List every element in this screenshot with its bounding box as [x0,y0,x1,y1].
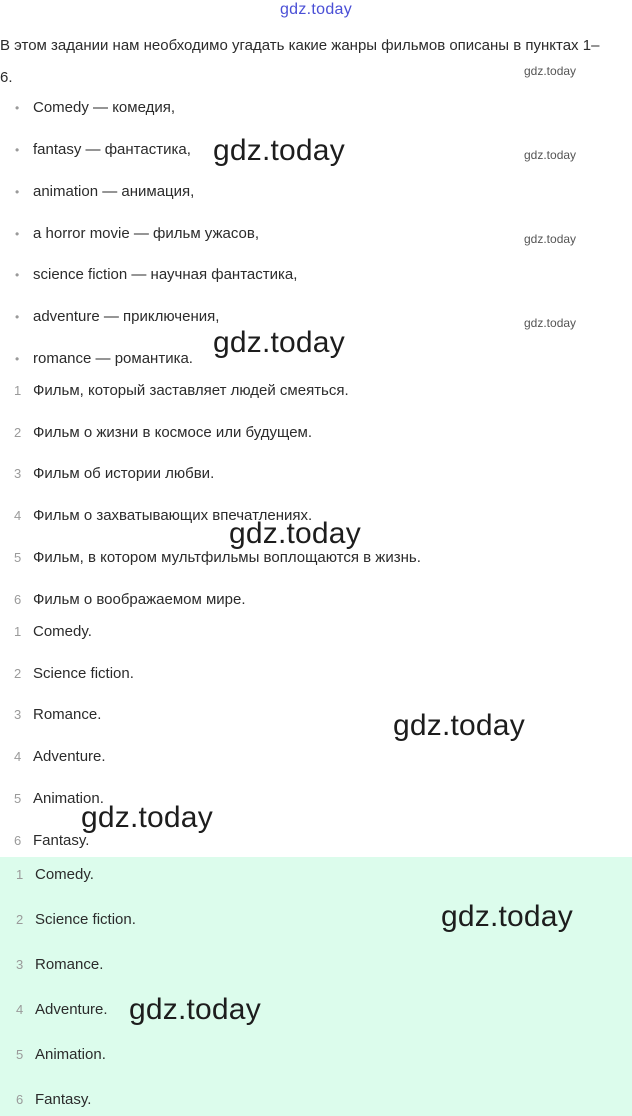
watermark: gdz.today [129,993,261,1026]
intro-text: В этом задании нам необходимо угадать какие жанры фильмов описаны в пунктах 1–6. [0,37,600,86]
bullet-icon: • [15,310,20,324]
watermark: gdz.today [524,64,577,78]
watermark: gdz.today [524,232,577,246]
site-header[interactable]: gdz.today [279,1,353,18]
bullet-icon: • [15,185,20,199]
bullet-icon: • [15,227,20,241]
watermark: gdz.today [213,134,345,167]
watermark: gdz.today [213,326,345,359]
bullet-icon: • [15,352,20,366]
watermark: gdz.today [81,801,213,834]
watermark: gdz.today [524,148,577,162]
bullet-icon: • [15,143,20,157]
watermark: gdz.today [524,316,577,330]
watermark: gdz.today [229,517,361,550]
bullet-icon: • [15,101,20,115]
watermark: gdz.today [393,709,525,742]
watermark: gdz.today [441,900,573,933]
bullet-icon: • [15,268,20,282]
answer-box: 1 Comedy. 2 Science fiction. 3 Romance. 4 Adventure. 5 Animation. 6 Fantasy. [0,857,632,1116]
